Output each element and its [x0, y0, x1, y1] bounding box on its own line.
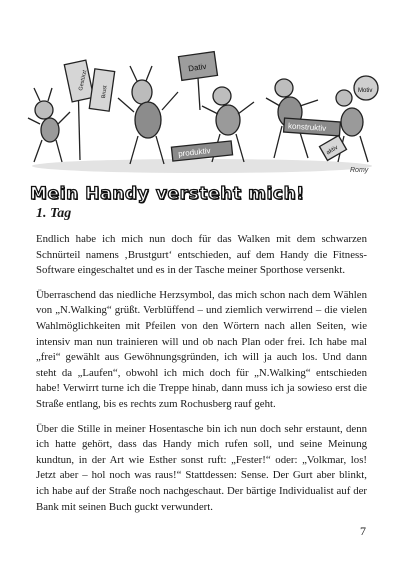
sign-motiv: Motiv — [358, 88, 373, 94]
sign-dativ: Dativ — [187, 61, 207, 74]
paragraph-3: Über die Stille in meiner Hosentasche bin ich nun doch sehr erstaunt, denn ich hatte gehört, dass das Handy mich rufen soll, und seine Meinung kundtun, in der Art wie Esther sonst ruft: „Fester!“ oder: „Volkmar, los! Jetzt aber – hol noch was raus!“ Stattdessen: Sense. Der Gurt aber blinkt, ich habe auf der Straße noch nachgeschaut. Der bärtige Individualist auf der Bank mit seinen Buch guckt verwundert. — [36, 422, 367, 513]
day-heading: 1. Tag — [36, 206, 72, 221]
page-number: 7 — [360, 524, 366, 538]
body-text — [36, 232, 367, 524]
paragraph-2: Überraschend das niedliche Herzsymbol, das mich schon nach dem Wählen von „N.Walking“ grüßt. Verblüffend – und ziemlich verwirrend – die vielen Wahlmöglichkeiten mit Pfeilen von den Wörtern nach allen Seiten, wie intensiv man nun trainieren will und ob nach Plan oder frei. Ich habe mal „frei“ gewählt aus Gewöhnungsgründen, ich will ja auch los. Und dann steht da „Laufen“, obwohl ich mich doch für „N.Walking“ entschieden habe! Verwirrt turne ich die Treppe hinab, dann muss ich ja sowieso erst die Straße entlang, bis es rechts zum Rochusberg rauf geht. — [36, 288, 367, 410]
sign-aktiv: aktiv — [325, 144, 340, 157]
sign-konstruktiv: konstruktiv — [287, 121, 327, 133]
ant-with-sign — [118, 66, 178, 164]
sign-left-1: Gestürzt — [78, 69, 89, 92]
cartoon-illustration — [22, 40, 382, 178]
artist-signature: Romy — [350, 167, 369, 174]
ants-with-grammar-signs-drawing — [22, 40, 382, 178]
sign-post-left — [64, 60, 114, 160]
chapter-title: Mein Handy versteht mich! — [30, 184, 305, 204]
sign-left-2: Brust — [100, 85, 109, 99]
paragraph-1: Endlich habe ich mich nun doch für das Walken mit dem schwarzen Schnürteil namens ‚Brustgurt‘ entschieden, auf dem Handy die Fitness-Software eingeschaltet und es in der Tasche meiner Sporthose versenkt. — [36, 233, 367, 277]
sign-produktiv: produktiv — [177, 146, 211, 159]
ant-left — [28, 88, 70, 162]
